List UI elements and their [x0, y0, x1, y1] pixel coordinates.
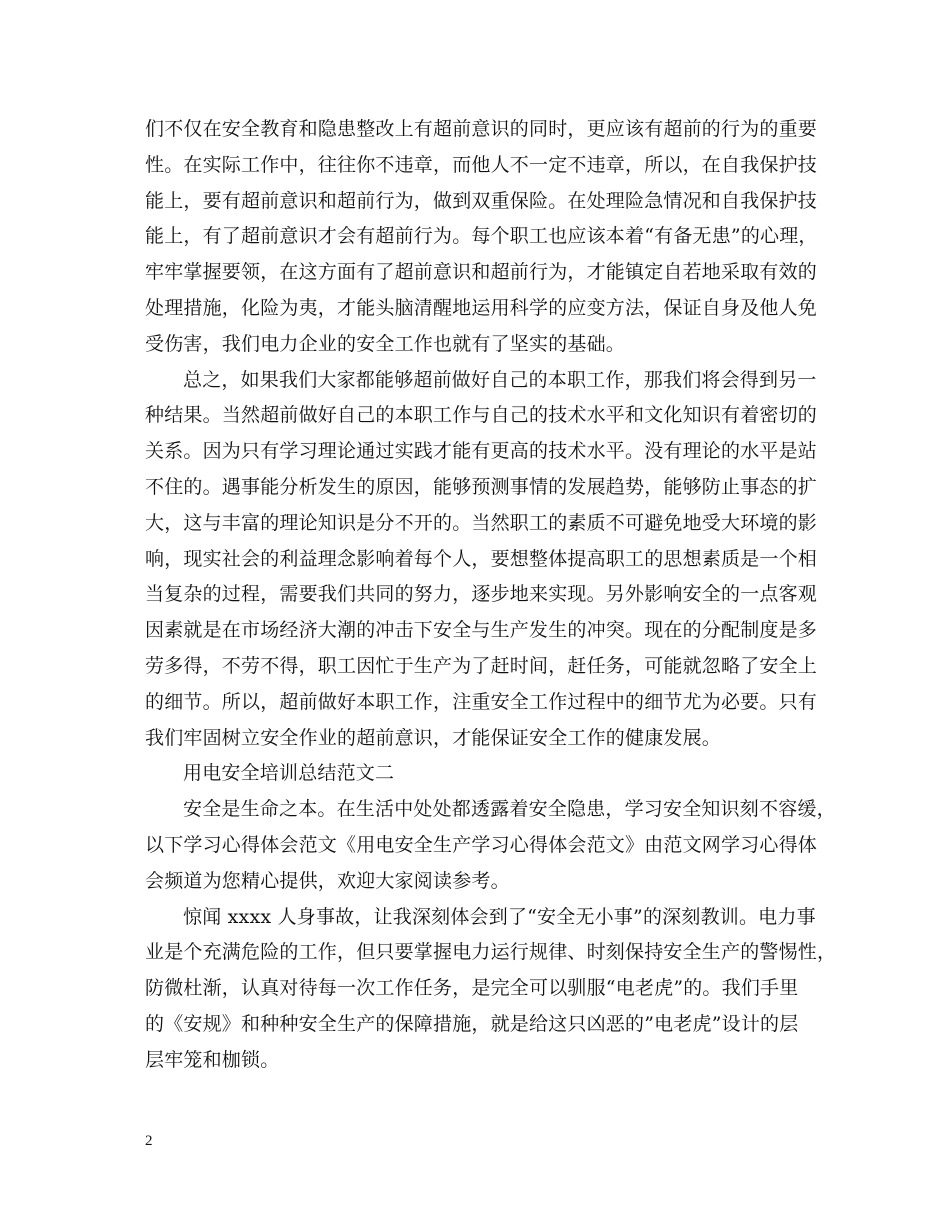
text-line: 的细节。所以，超前做好本职工作，注重安全工作过程中的细节尤为必要。只有: [145, 690, 818, 713]
text-line: 层牢笼和枷锁。: [145, 1048, 280, 1071]
text-line: 当复杂的过程，需要我们共同的努力，逐步地来实现。另外影响安全的一点客观: [145, 583, 818, 606]
paragraph-start: 总之，如果我们大家都能够超前做好自己的本职工作，那我们将会得到另一: [183, 368, 817, 391]
text-line: 会频道为您精心提供，欢迎大家阅读参考。: [145, 869, 510, 892]
text-line: 受伤害，我们电力企业的安全工作也就有了坚实的基础。: [145, 332, 626, 355]
document-body: [145, 112, 837, 1079]
text-line: 因素就是在市场经济大潮的冲击下安全与生产发生的冲突。现在的分配制度是多: [145, 619, 818, 642]
text-line: 防微杜渐，认真对待每一次工作任务，是完全可以驯服“电老虎”的。我们手里: [145, 977, 799, 1000]
text-line: 业是个充满危险的工作，但只要掌握电力运行规律、时刻保持安全生产的警惕性，: [145, 941, 837, 964]
text-line: 种结果。当然超前做好自己的本职工作与自己的技术水平和文化知识有着密切的: [145, 404, 818, 427]
page-number: 2: [145, 1133, 153, 1149]
text-line: 我们牢固树立安全作业的超前意识，才能保证安全工作的健康发展。: [145, 726, 722, 749]
text-line: 以下学习心得体会范文《用电安全生产学习心得体会范文》由范文网学习心得体: [145, 833, 818, 856]
text-line: 不住的。遇事能分析发生的原因，能够预测事情的发展趋势，能够防止事态的扩: [145, 475, 818, 498]
text-line: 牢牢掌握要领，在这方面有了超前意识和超前行为，才能镇定自若地采取有效的: [145, 261, 818, 284]
paragraph-start: 安全是生命之本。在生活中处处都透露着安全隐患，学习安全知识刻不容缓，: [183, 798, 836, 821]
text-line: 能上，要有超前意识和超前行为，做到双重保险。在处理险急情况和自我保护技: [145, 189, 818, 212]
text-line: 响，现实社会的利益理念影响着每个人，要想整体提高职工的思想素质是一个相: [145, 547, 818, 570]
text-line: 关系。因为只有学习理论通过实践才能有更高的技术水平。没有理论的水平是站: [145, 440, 818, 463]
paragraph-start: 惊闻 xxxx 人身事故，让我深刻体会到了“安全无小事”的深刻教训。电力事: [183, 905, 816, 928]
section-heading: 用电安全培训总结范文二: [183, 762, 395, 785]
text-line: 的《安规》和种种安全生产的保障措施，就是给这只凶恶的”电老虎”设计的层: [145, 1012, 799, 1035]
text-line: 性。在实际工作中，往往你不违章，而他人不一定不违章，所以，在自我保护技: [145, 153, 818, 176]
text-line: 们不仅在安全教育和隐患整改上有超前意识的同时，更应该有超前的行为的重要: [145, 118, 818, 140]
text-line: 能上，有了超前意识才会有超前行为。每个职工也应该本着“有备无患”的心理，: [145, 225, 818, 248]
text-line: 劳多得，不劳不得，职工因忙于生产为了赶时间，赶任务，可能就忽略了安全上: [145, 654, 818, 677]
text-line: 大，这与丰富的理论知识是分不开的。当然职工的素质不可避免地受大环境的影: [145, 511, 818, 534]
text-line: 处理措施，化险为夷，才能头脑清醒地运用科学的应变方法，保证自身及他人免: [145, 296, 818, 319]
